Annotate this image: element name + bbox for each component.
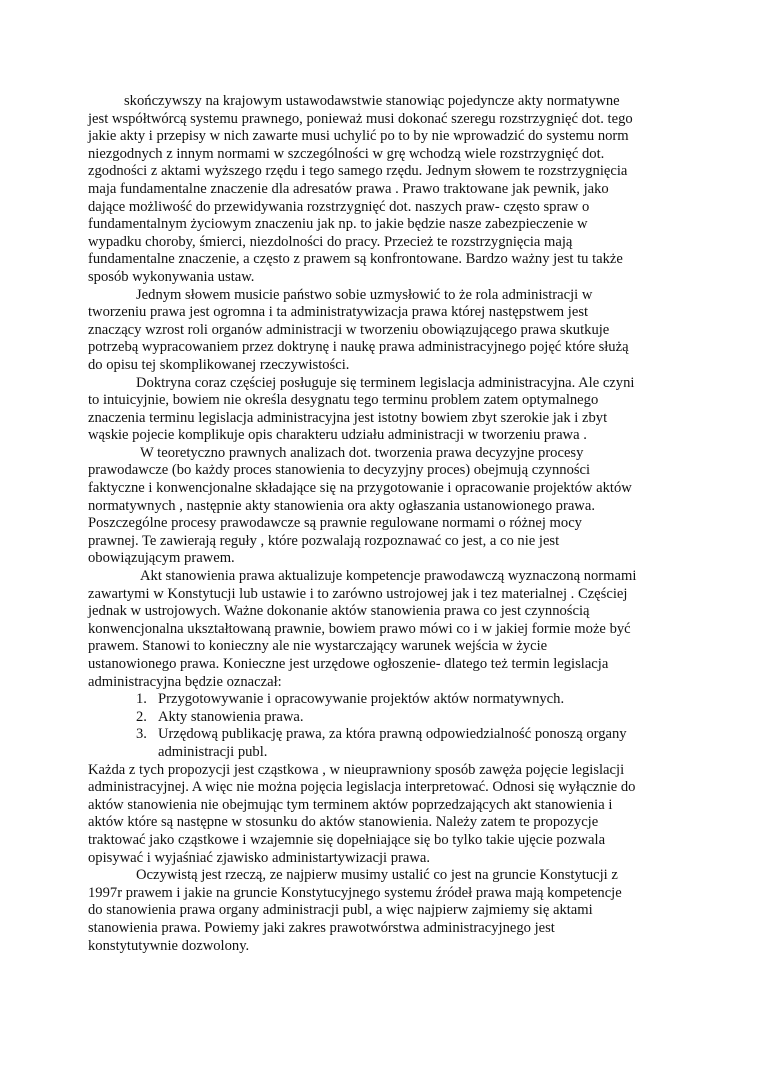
paragraph-5 — [88, 568, 674, 691]
text-line: administracyjna będzie oznaczał: — [88, 673, 282, 690]
text-line: konstytutywnie dozwolony. — [88, 937, 250, 954]
text-line: wypadku choroby, śmierci, niezdolności do pracy. Przecież te rozstrzygnięcia mają — [88, 233, 573, 250]
text-line: W teoretyczno prawnych analizach dot. tworzenia prawa decyzyjne procesy — [140, 444, 584, 461]
text-line: prawnej. Te zawierają reguły , które pozwalają rozpoznawać co jest, a co nie jest — [88, 532, 560, 549]
text-line: tworzeniu prawa jest ogromna i ta administratywizacja prawa której następstwem jest — [88, 304, 589, 321]
text-line: obowiązującym prawem. — [88, 550, 235, 567]
text-line: Poszczególne procesy prawodawcze są prawnie regulowane normami o różnej mocy — [88, 515, 582, 532]
text-line: prawem. Stanowi to konieczny ale nie wystarczający warunek wejścia w życie — [88, 638, 548, 655]
text-line: do opisu tej skomplikowanej rzeczywistości. — [88, 356, 350, 373]
numbered-list — [88, 691, 674, 761]
paragraph-2 — [88, 287, 674, 375]
paragraph-3 — [88, 375, 674, 445]
text-line: ustanowionego prawa. Konieczne jest urzędowe ogłoszenie- dlatego też termin legislacja — [88, 656, 609, 672]
text-line: maja fundamentalne znaczenie dla adresatów prawa . Prawo traktowane jak pewnik, jako — [88, 180, 609, 197]
paragraph-4 — [88, 445, 674, 568]
text-line: Jednym słowem musicie państwo sobie uzmysłowić to że rola administracji w — [136, 286, 593, 303]
text-line: konwencjonalna ukształtowaną prawnie, bowiem prawo mówi co i w jakiej formie może być — [88, 620, 631, 637]
list-item-text: Przygotowywanie i opracowywanie projektów aktów normatywnych. — [158, 691, 565, 708]
text-line: sposób wykonywania ustaw. — [88, 268, 255, 285]
text-line: faktyczne i konwencjonalne składające się na przygotowanie i opracowanie projektów aktów — [88, 480, 632, 497]
text-line: 1997r prawem i jakie na gruncie Konstytucyjnego systemu źródeł prawa mają kompetencje — [88, 884, 622, 901]
text-line: do stanowienia prawa organy administracji publ, a więc najpierw zajmiemy się aktami — [88, 902, 593, 919]
paragraph-7 — [88, 867, 674, 955]
text-line: zawartymi w Konstytucji lub ustawie i to zarówno ustrojowej jak i tez materialnej . Częściej — [88, 585, 628, 602]
text-line: traktować jako cząstkowe i wzajemnie się dopełniające się bo tylko takie ujęcie pozwala — [88, 831, 606, 848]
list-item-text: administracji publ. — [158, 743, 268, 760]
text-line: aktów stanowienia nie obejmując tym terminem aktów poprzedzających akt stanowienia i — [88, 796, 613, 813]
text-line: wąskie pojecie komplikuje opis charakteru udziału administracji w tworzeniu prawa . — [88, 427, 587, 444]
list-number: 2. — [136, 708, 147, 725]
text-line: Każda z tych propozycji jest cząstkowa , w nieuprawniony sposób zawęża pojęcie legislacji — [88, 761, 625, 778]
text-line: niezgodnych z innym normami w szczególności w grę wchodzą wiele rozstrzygnięć dot. — [88, 145, 605, 162]
text-line: Doktryna coraz częściej posługuje się terminem legislacja administracyjna. Ale czyni — [136, 374, 635, 391]
text-line: jest współtwórcą systemu prawnego, ponieważ musi dokonać szeregu rozstrzygnięć dot. tego — [88, 110, 633, 127]
text-line: stanowienia prawa. Powiemy jaki zakres prawotwórstwa administracyjnego jest — [88, 919, 555, 936]
text-line: skończywszy na krajowym ustawodawstwie stanowiąc pojedyncze akty normatywne — [124, 93, 620, 109]
paragraph-1 — [88, 93, 674, 287]
text-line: potrzebą wypracowaniem przez doktrynę i naukę prawa administracyjnego pojęć które służą — [88, 339, 629, 356]
list-item — [88, 726, 674, 761]
document-page — [88, 93, 674, 955]
list-item-text: Urzędową publikację prawa, za która prawną odpowiedzialność ponoszą organy — [158, 726, 627, 743]
text-line: Akt stanowienia prawa aktualizuje kompetencje prawodawczą wyznaczoną normami — [140, 568, 637, 585]
text-line: administracyjnej. A więc nie można pojęcia legislacja interpretować. Odnosi się wyłącznie do — [88, 779, 636, 796]
text-line: jakie akty i przepisy w nich zawarte musi uchylić po to by nie wprowadzić do systemu norm — [88, 128, 629, 145]
text-line: jednak w ustrojowych. Ważne dokonanie aktów stanowienia prawa co jest czynnością — [88, 603, 590, 620]
text-line: opisywać i wyjaśniać zjawisko administartywizacji prawa. — [88, 849, 431, 866]
text-line: znaczenia terminu legislacja administracyjna jest istotny bowiem zbyt szerokie jak i zbyt — [88, 409, 608, 426]
text-line: normatywnych , następnie akty stanowienia ora akty ogłaszania ustanowionego prawa. — [88, 497, 595, 514]
list-item-text: Akty stanowienia prawa. — [158, 708, 304, 725]
text-line: Oczywistą jest rzeczą, ze najpierw musimy ustalić co jest na gruncie Konstytucji z — [136, 867, 618, 884]
list-item — [88, 691, 674, 709]
text-line: prawodawcze (bo każdy proces stanowienia to decyzyjny proces) obejmują czynności — [88, 462, 591, 479]
list-item — [88, 709, 674, 727]
text-line: dające możliwość do przewidywania rozstrzygnięć dot. naszych praw- często spraw o — [88, 198, 590, 215]
text-line: znaczący wzrost roli organów administracji w tworzeniu obowiązującego prawa skutkuje — [88, 321, 610, 338]
text-line: zgodności z aktami wyższego rzędu i tego samego rzędu. Jednym słowem te rozstrzygnięcia — [88, 163, 628, 180]
list-number: 1. — [136, 691, 147, 708]
list-number: 3. — [136, 726, 147, 743]
text-line: aktów które są następne w stosunku do aktów stanowienia. Należy zatem te propozycje — [88, 814, 599, 831]
text-line: fundamentalne znaczenie, a często z prawem są konfrontowane. Bardzo ważny jest tu także — [88, 251, 623, 268]
text-line: to intuicyjnie, bowiem nie określa desygnatu tego terminu problem zatem optymalnego — [88, 392, 599, 409]
paragraph-6 — [88, 762, 674, 868]
text-line: fundamentalnym życiowym znaczeniu jak np. to jakie będzie nasze zabezpieczenie w — [88, 216, 588, 233]
